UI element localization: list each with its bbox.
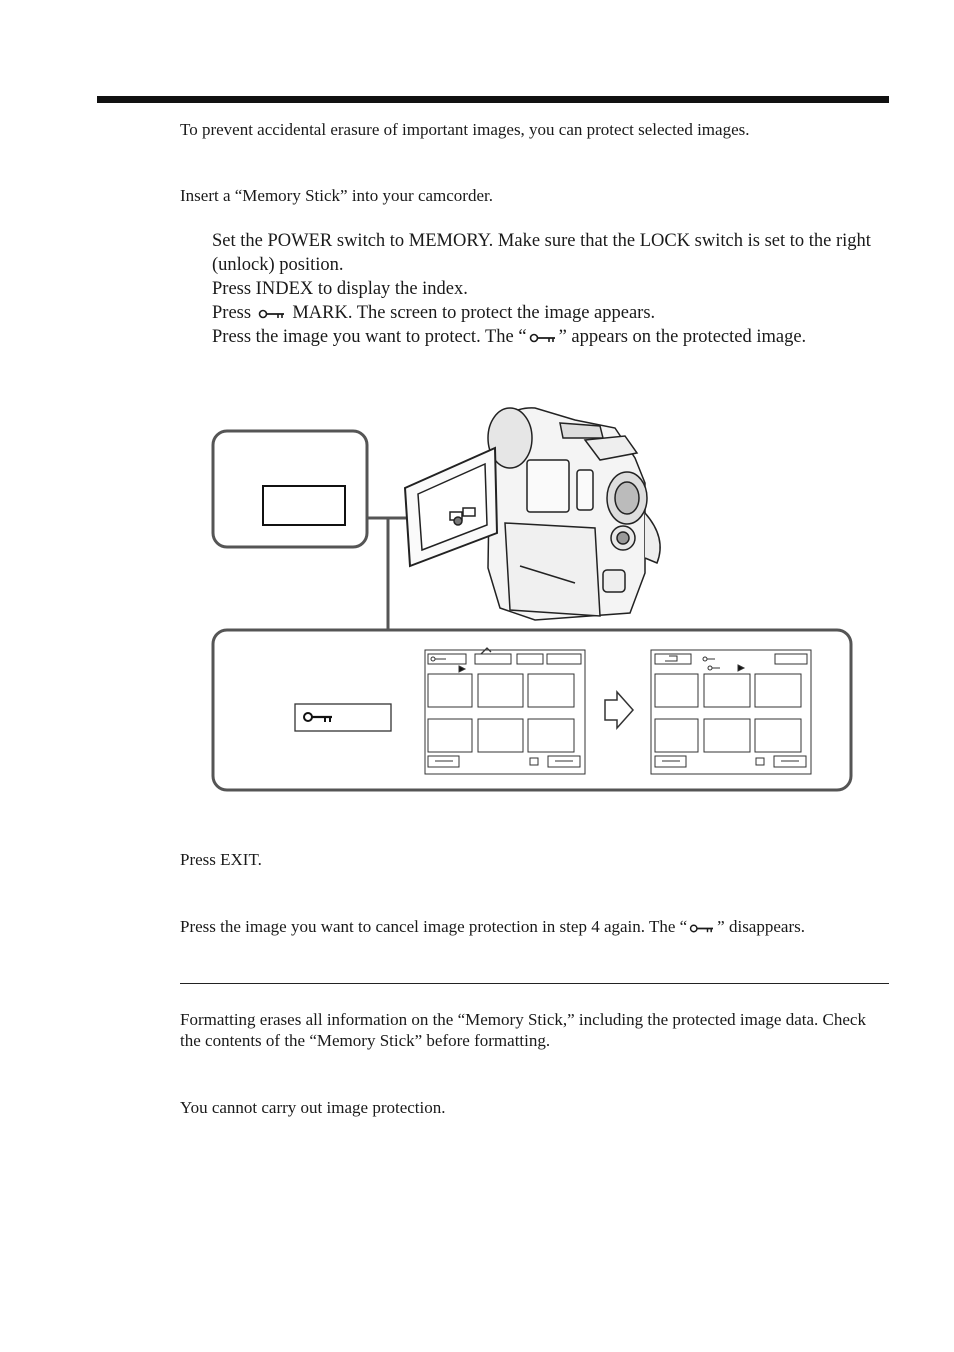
step-3: [212, 301, 892, 325]
key-icon: [529, 332, 557, 344]
mark-button: [295, 704, 391, 731]
step-1-text: Set the POWER switch to MEMORY. Make sure that the LOCK switch is set to the right (unlock) position.: [212, 231, 871, 275]
finish-text: Press EXIT.: [180, 850, 262, 869]
step-2-text: Press INDEX to display the index.: [212, 279, 468, 299]
step-3-post: MARK. The screen to protect the image appears.: [292, 303, 656, 323]
index-screen-before: [425, 648, 585, 774]
divider: [180, 983, 889, 984]
key-icon: [689, 923, 715, 934]
cancel-text: [180, 916, 880, 937]
section-header-bar: [97, 96, 889, 103]
camcorder: [405, 408, 660, 620]
step-1: [212, 229, 892, 277]
step-3-pre: Press: [212, 303, 252, 323]
step-4-post: ” appears on the protected image.: [558, 327, 807, 347]
intro-text: To prevent accidental erasure of important images, you can protect selected images.: [180, 120, 750, 139]
step-4: [212, 325, 892, 349]
step-4-pre: Press the image you want to protect. The “: [212, 327, 527, 347]
cancel-pre: Press the image you want to cancel image protection in step 4 again. The “: [180, 917, 688, 936]
cancel-post: ” disappears.: [717, 917, 805, 936]
callout-button-outline: [263, 486, 345, 525]
camcorder-illustration: [205, 398, 855, 798]
note-cannot: You cannot carry out image protection.: [180, 1098, 446, 1117]
step-2: [212, 277, 892, 301]
before-operation-text: Insert a “Memory Stick” into your camcorder.: [180, 186, 493, 205]
note-format: Formatting erases all information on the “Memory Stick,” including the protected image data. Check the contents of the “Memory Stick” before formatting.: [180, 1010, 866, 1050]
key-icon: [258, 308, 286, 320]
index-screen-after: [651, 650, 811, 774]
